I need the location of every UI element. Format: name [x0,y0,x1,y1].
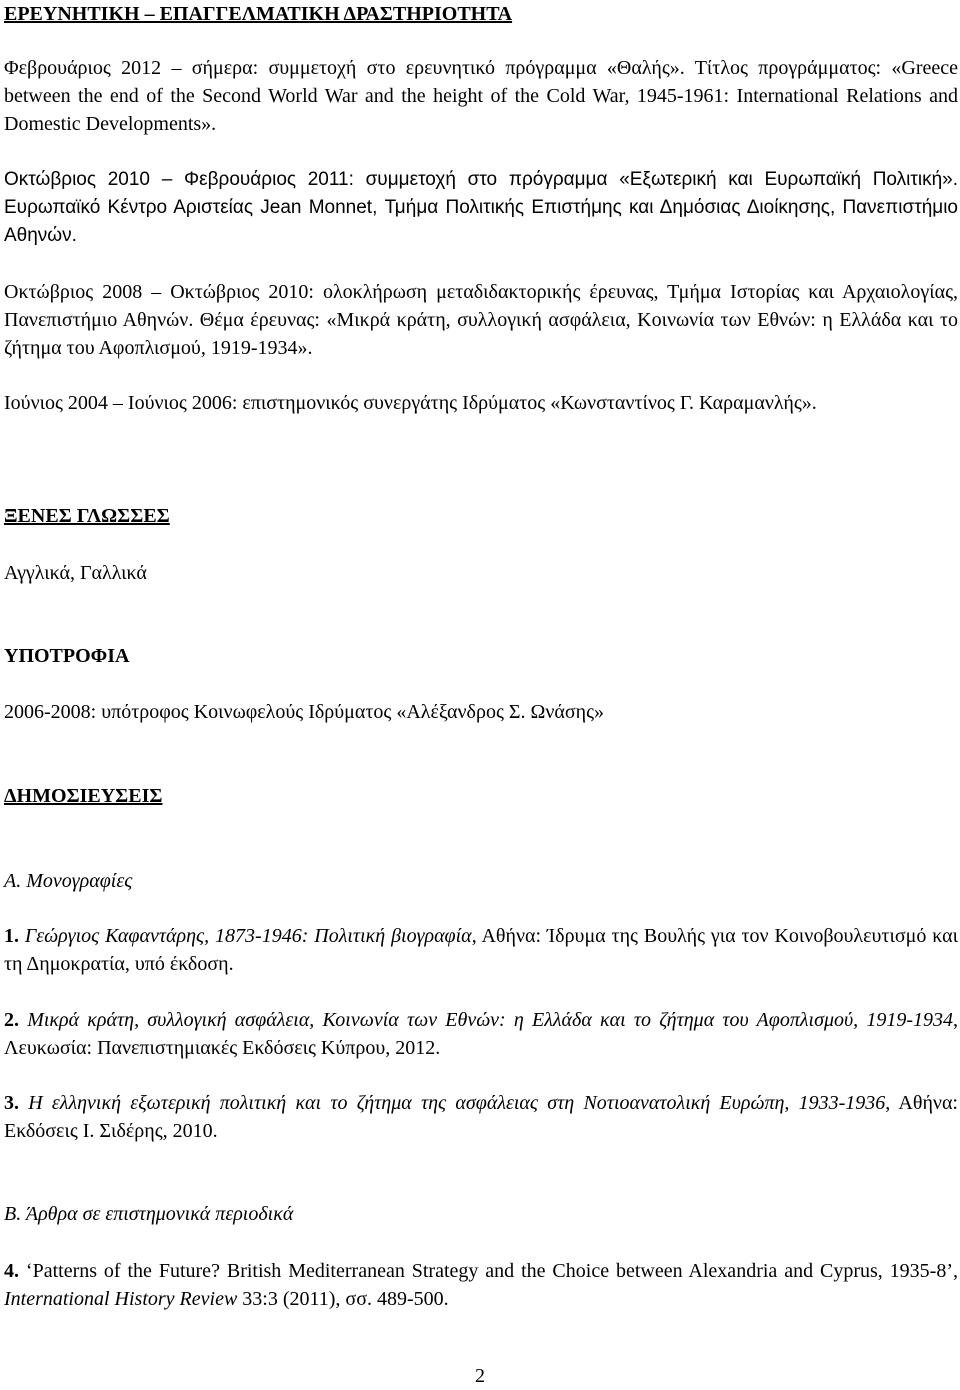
item-title: Γεώργιος Καφαντάρης, 1873-1946: Πολιτική βιογραφία [24,925,472,947]
research-entry-2 [4,166,958,250]
article-item-4 [4,1257,958,1313]
article-details: 33:3 (2011), σσ. 489-500. [237,1288,449,1310]
monographs-heading: Α. Μονογραφίες [4,870,133,892]
item-details: , Λευκωσία: Πανεπιστημιακές Εκδόσεις Κύπρου, 2012. [4,1009,959,1059]
item-number: 2. [4,1009,19,1031]
item-details: , Αθήνα: Εκδόσεις Ι. Σιδέρης, 2010. [4,1092,958,1142]
research-heading: ΕΡΕΥΝΗΤΙΚΗ – ΕΠΑΓΓΕΛΜΑΤΙΚΗ ΔΡΑΣΤΗΡΙΟΤΗΤΑ [4,3,513,25]
articles-heading: Β. Άρθρα σε επιστημονικά περιοδικά [4,1203,294,1225]
languages-heading-block [4,502,958,530]
scholarship-heading-block [4,642,958,670]
languages-text: Αγγλικά, Γαλλικά [4,562,147,584]
research-entry-text: Οκτώβριος 2010 – Φεβρουάριος 2011: συμμετοχή στο πρόγραμμα «Εξωτερική και Ευρωπαϊκή Πολιτική». Ευρωπαϊκό Κέντρο Αριστείας Jean Monnet, Τμήμα Πολιτικής Επιστήμης και Δημόσιας Διοίκησης, Πανεπιστήμιο Αθηνών. [4,169,958,246]
list-item [4,1257,958,1313]
item-number: 3. [4,1092,19,1114]
page-number: 2 [475,1365,485,1387]
articles-heading-block [4,1200,958,1228]
monograph-item-3 [4,1089,958,1145]
item-details: , Αθήνα: Ίδρυμα της Βουλής για τον Κοινοβουλευτισμό και τη Δημοκρατία, υπό έκδοση. [4,925,959,975]
research-entry-text: Φεβρουάριος 2012 – σήμερα: συμμετοχή στο ερευνητικό πρόγραμμα «Θαλής». Τίτλος προγράμματος: «Greece between the end of the Second World War and the height of the Cold War, 1945-1961: International Relations and Domestic Developments». [4,57,958,135]
list-item [4,1089,958,1145]
list-item [4,1006,958,1062]
research-heading-block [4,0,958,28]
languages-heading: ΞΕΝΕΣ ΓΛΩΣΣΕΣ [4,505,170,527]
research-entry-text: Ιούνιος 2004 – Ιούνιος 2006: επιστημονικός συνεργάτης Ιδρύματος «Κωνσταντίνος Γ. Καραμανλής». [4,392,817,414]
item-number: 4. [4,1260,19,1282]
research-entry-4 [4,389,958,417]
list-item [4,922,958,978]
scholarship-text: 2006-2008: υπότροφος Κοινωφελούς Ιδρύματος «Αλέξανδρος Σ. Ωνάσης» [4,701,605,723]
monographs-heading-block [4,867,958,895]
item-number: 1. [4,925,19,947]
publications-heading-block [4,782,958,810]
article-title: ‘Patterns of the Future? British Mediterranean Strategy and the Choice between Alexandria and Cyprus, 1935-8’, [25,1260,958,1282]
publications-heading: ΔΗΜΟΣΙΕΥΣΕΙΣ [4,785,163,807]
journal-name: International History Review [4,1288,238,1310]
scholarship-heading: ΥΠΟΤΡΟΦΙΑ [4,645,130,667]
item-title: Η ελληνική εξωτερική πολιτική και το ζήτημα της ασφάλειας στη Νοτιοανατολική Ευρώπη, 1933-1936 [28,1092,886,1114]
monograph-item-2 [4,1006,958,1062]
research-entry-1 [4,54,958,138]
scholarship-block [4,698,958,726]
monograph-item-1 [4,922,958,978]
item-title: Μικρά κράτη, συλλογική ασφάλεια, Κοινωνία των Εθνών: η Ελλάδα και το ζήτημα του Αφοπλισμού, 1919-1934 [27,1009,954,1031]
research-entry-text: Οκτώβριος 2008 – Οκτώβριος 2010: ολοκλήρωση μεταδιδακτορικής έρευνας, Τμήμα Ιστορίας και Αρχαιολογίας, Πανεπιστήμιο Αθηνών. Θέμα έρευνας: «Μικρά κράτη, συλλογική ασφάλεια, Κοινωνία των Εθνών: η Ελλάδα και το ζήτημα του Αφοπλισμού, 1919-1934». [4,281,958,359]
research-entry-3 [4,278,958,362]
languages-block [4,559,958,587]
